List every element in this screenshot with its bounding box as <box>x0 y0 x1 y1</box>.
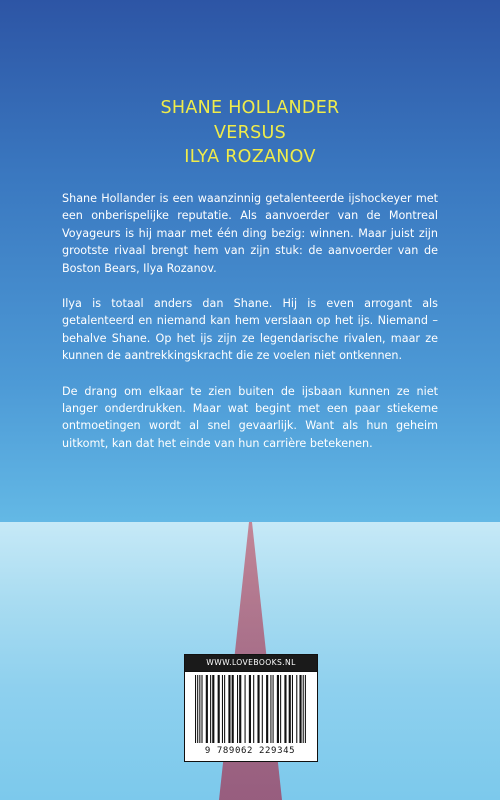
barcode-icon <box>195 675 307 743</box>
barcode-bar <box>299 675 301 743</box>
blurb-paragraph-3: De drang om elkaar te zien buiten de ijsbaan kunnen ze niet langer onderdrukken. Maar wat begint met een paar stiekeme ontmoetingen wordt al snel gevaarlijk. Want als hun geheim uitkomt, kan dat het einde van hun carrière betekenen. <box>62 384 438 450</box>
barcode-bar <box>228 675 230 743</box>
barcode-bar <box>270 675 271 743</box>
barcode-bar <box>195 675 196 743</box>
publisher-website: WWW.LOVEBOOKS.NL <box>184 654 318 672</box>
blurb-paragraph-1: Shane Hollander is een waanzinnig getalenteerde ijshockeyer met een onberispelijke reputatie. Als aanvoerder van de Montreal Voyageurs is hij maar met één ding bezig: winnen. Maar juist zijn grootste rivaal brengt hem van zijn stuk: de aanvoerder van de Boston Bears, Ilya Rozanov. <box>62 192 438 275</box>
barcode-bar <box>201 675 202 743</box>
book-title <box>0 96 500 170</box>
barcode-bar <box>284 675 286 743</box>
barcode-bar <box>232 675 234 743</box>
title-line-2: VERSUS <box>213 122 286 143</box>
barcode-bar <box>212 675 214 743</box>
barcode-bar <box>296 675 297 743</box>
title-line-1: SHANE HOLLANDER <box>160 98 340 118</box>
barcode-bar <box>305 675 306 743</box>
barcode-bar <box>253 675 254 743</box>
barcode-bar <box>224 675 225 743</box>
barcode-bar <box>210 675 211 743</box>
barcode-bar <box>280 675 281 743</box>
barcode-bar <box>245 675 246 743</box>
barcode-bar <box>292 675 293 743</box>
blurb <box>62 190 438 470</box>
title-line-3: ILYA ROZANOV <box>184 147 316 167</box>
barcode-bar <box>222 675 223 743</box>
barcode-bar <box>262 675 263 743</box>
barcode-bar <box>199 675 200 743</box>
barcode-bar <box>206 675 208 743</box>
barcode-box <box>184 654 318 762</box>
barcode-bar <box>239 675 241 743</box>
isbn-number: 9 789062 229345 <box>204 746 296 756</box>
barcode-bar <box>277 675 279 743</box>
barcode-bar <box>218 675 220 743</box>
barcode-bar <box>289 675 291 743</box>
barcode-bar <box>273 675 274 743</box>
barcode-bar <box>197 675 198 743</box>
barcode-bar <box>266 675 268 743</box>
barcode-bar <box>257 675 259 743</box>
barcode-bar <box>303 675 304 743</box>
blurb-paragraph-2: Ilya is totaal anders dan Shane. Hij is even arrogant als getalenteerd en niemand kan hem verslaan op het ijs. Niemand – behalve Shane. Op het ijs zijn ze legendarische rivalen, maar ze kunnen de aantrekkingskracht die ze voelen niet ontkennen. <box>62 297 438 363</box>
barcode-bar <box>249 675 251 743</box>
barcode-bar <box>237 675 238 743</box>
